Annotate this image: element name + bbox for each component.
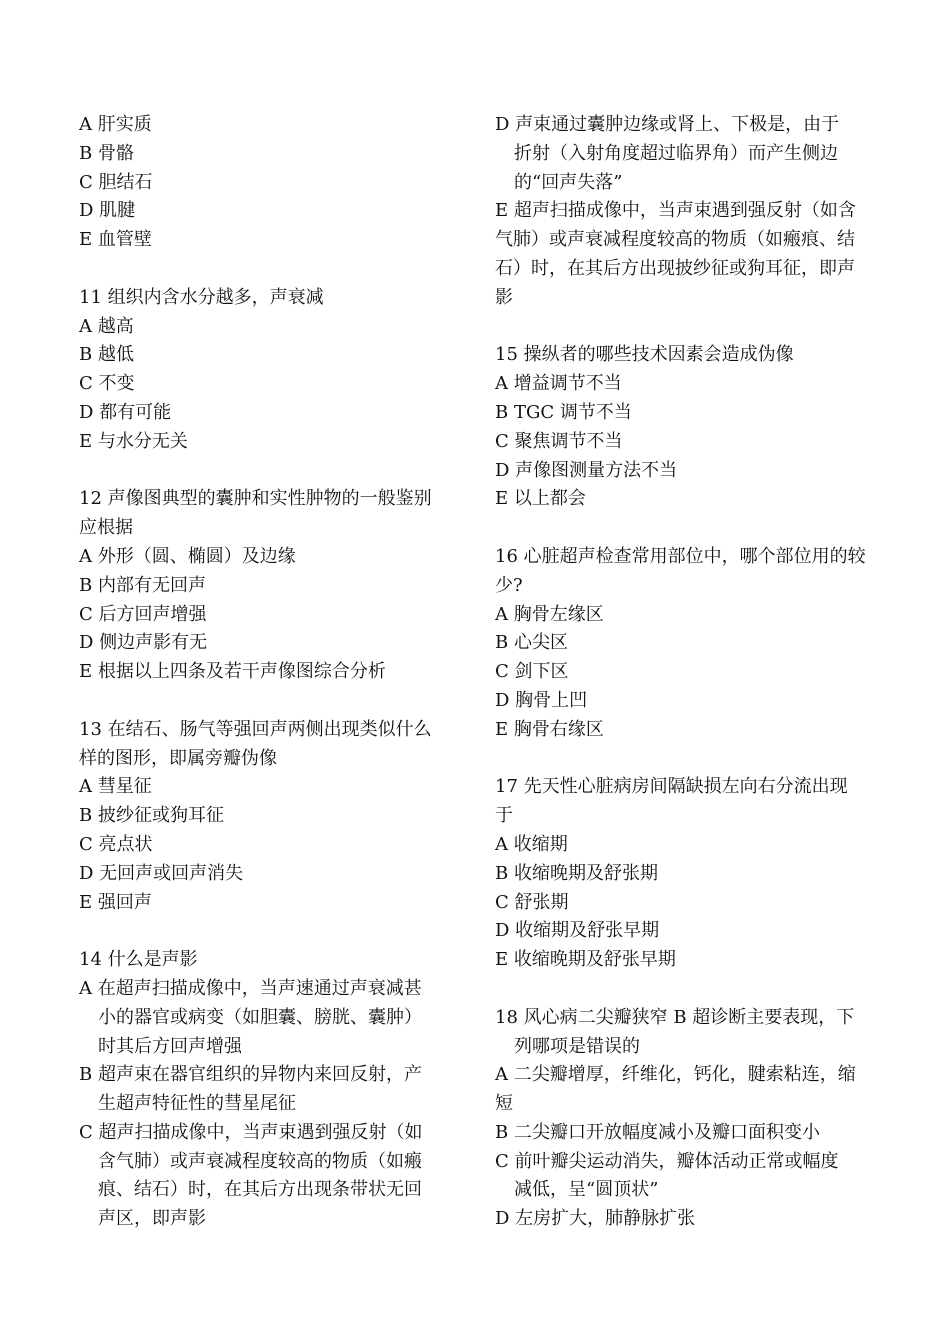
spacer — [495, 745, 875, 774]
q11-option-a: A 越高 — [79, 315, 134, 337]
q18-option-c — [495, 1148, 875, 1206]
q18-option-a — [495, 1061, 875, 1119]
q10-option-b: B 骨骼 — [79, 142, 134, 164]
q14-option-d-line1: D 声束通过囊肿边缘或肾上、下极是，由于 — [495, 114, 840, 135]
q15-option-e: E 以上都会 — [495, 488, 586, 510]
spacer — [79, 457, 459, 486]
q14-option-b — [79, 1061, 459, 1119]
q12-option-d: D 侧边声影有无 — [79, 632, 208, 654]
q14-option-e-line1: E 超声扫描成像中，当声束遇到强反射（如含 — [495, 200, 856, 222]
q17-option-b: B 收缩晚期及舒张期 — [495, 862, 658, 884]
q14-option-c-line2: 含气肺）或声衰减程度较高的物质（如瘢 — [98, 1150, 422, 1172]
q15-option-d: D 声像图测量方法不当 — [495, 459, 678, 481]
q10-option-a: A 肝实质 — [79, 114, 152, 135]
spacer — [79, 917, 459, 946]
q14-option-b-line2: 生超声特征性的彗星尾征 — [98, 1093, 296, 1115]
q14-question: 14 什么是声影 — [79, 949, 198, 971]
q14-option-a-line3: 时其后方回声增强 — [98, 1035, 242, 1057]
spacer — [495, 313, 875, 342]
q15-question: 15 操纵者的哪些技术因素会造成伪像 — [495, 344, 794, 366]
q14-option-a — [79, 975, 459, 1061]
q10-option-c: C 胆结石 — [79, 171, 153, 193]
q17-option-d: D 收缩期及舒张早期 — [495, 920, 660, 942]
q11-question: 11 组织内含水分越多，声衰减 — [79, 286, 324, 308]
q14-option-e — [495, 197, 875, 312]
right-column — [495, 111, 875, 1234]
q18-option-d: D 左房扩大，肺静脉扩张 — [495, 1208, 696, 1230]
q14-option-e-line2: 气肺）或声衰减程度较高的物质（如瘢痕、结 — [495, 229, 855, 251]
q16-question-line1: 16 心脏超声检查常用部位中，哪个部位用的较 — [495, 545, 866, 567]
q14-option-d — [495, 111, 875, 197]
q12-option-c: C 后方回声增强 — [79, 603, 207, 625]
q18-question-line2: 列哪项是错误的 — [514, 1035, 640, 1057]
q13-option-d: D 无回声或回声消失 — [79, 862, 244, 884]
q18-option-a-line2: 短 — [495, 1093, 513, 1115]
q11-option-e: E 与水分无关 — [79, 430, 188, 452]
q14-option-c-line1: C 超声扫描成像中，当声束遇到强反射（如 — [79, 1121, 423, 1143]
q14-option-b-line1: B 超声束在器官组织的异物内来回反射，产 — [79, 1064, 422, 1086]
left-column — [79, 111, 459, 1234]
q15-option-b: B TGC 调节不当 — [495, 401, 632, 423]
q16-question-line2: 少? — [495, 574, 523, 596]
q18-question-line1: 18 风心病二尖瓣狭窄 B 超诊断主要表现，下 — [495, 1006, 855, 1028]
q18-option-c-line2: 减低，呈“圆顶状” — [514, 1179, 659, 1201]
q17-option-c: C 舒张期 — [495, 891, 569, 913]
q15-option-c: C 聚焦调节不当 — [495, 430, 623, 452]
q13-question-line2: 样的图形，即属旁瓣伪像 — [79, 747, 277, 769]
q11-option-d: D 都有可能 — [79, 401, 172, 423]
q14-option-a-line2: 小的器官或病变（如胆囊、膀胱、囊肿） — [98, 1006, 422, 1028]
spacer — [495, 975, 875, 1004]
q12-question-line2: 应根据 — [79, 517, 133, 539]
q14-option-d-line2: 折射（入射角度超过临界角）而产生侧边 — [514, 142, 838, 164]
q14-option-e-line3: 石）时，在其后方出现披纱征或狗耳征，即声 — [495, 257, 855, 279]
q12-option-b: B 内部有无回声 — [79, 574, 206, 596]
q10-option-e: E 血管壁 — [79, 229, 152, 251]
q13-question-line1: 13 在结石、肠气等强回声两侧出现类似什么 — [79, 718, 432, 740]
q11-option-c: C 不变 — [79, 373, 135, 395]
q13-option-a: A 彗星征 — [79, 776, 152, 798]
q14-option-c-line3: 痕、结石）时，在其后方出现条带状无回 — [98, 1179, 422, 1201]
q18-option-a-line1: A 二尖瓣增厚，纤维化，钙化，腱索粘连，缩 — [495, 1064, 856, 1086]
q17-option-a: A 收缩期 — [495, 833, 568, 855]
q13-option-e: E 强回声 — [79, 891, 152, 913]
q12-question-line1: 12 声像图典型的囊肿和实性肿物的一般鉴别 — [79, 488, 432, 510]
q16-option-c: C 剑下区 — [495, 661, 569, 683]
q16-option-d: D 胸骨上凹 — [495, 689, 588, 711]
q14-option-c-line4: 声区，即声影 — [98, 1208, 206, 1230]
q14-option-e-line4: 影 — [495, 286, 513, 308]
q17-option-e: E 收缩晚期及舒张早期 — [495, 949, 676, 971]
q17-question-line1: 17 先天性心脏病房间隔缺损左向右分流出现 — [495, 776, 848, 798]
spacer — [79, 255, 459, 284]
q14-option-d-line3: 的“回声失落” — [514, 171, 623, 193]
q10-option-d: D 肌腱 — [79, 200, 136, 222]
q15-option-a: A 增益调节不当 — [495, 373, 622, 395]
q13-option-c: C 亮点状 — [79, 833, 153, 855]
q18-option-b: B 二尖瓣口开放幅度减小及瓣口面积变小 — [495, 1121, 820, 1143]
q14-option-a-line1: A 在超声扫描成像中，当声速通过声衰减甚 — [79, 977, 422, 999]
q18-option-c-line1: C 前叶瓣尖运动消失，瓣体活动正常或幅度 — [495, 1150, 839, 1172]
q17-question-line2: 于 — [495, 805, 513, 827]
q14-option-c — [79, 1119, 459, 1234]
q12-option-e: E 根据以上四条及若干声像图综合分析 — [79, 661, 386, 683]
spacer — [79, 687, 459, 716]
q13-option-b: B 披纱征或狗耳征 — [79, 805, 224, 827]
spacer — [495, 514, 875, 543]
q11-option-b: B 越低 — [79, 344, 134, 366]
q16-option-a: A 胸骨左缘区 — [495, 603, 604, 625]
q16-option-e: E 胸骨右缘区 — [495, 718, 604, 740]
q12-option-a: A 外形（圆、椭圆）及边缘 — [79, 545, 296, 567]
q16-option-b: B 心尖区 — [495, 632, 568, 654]
